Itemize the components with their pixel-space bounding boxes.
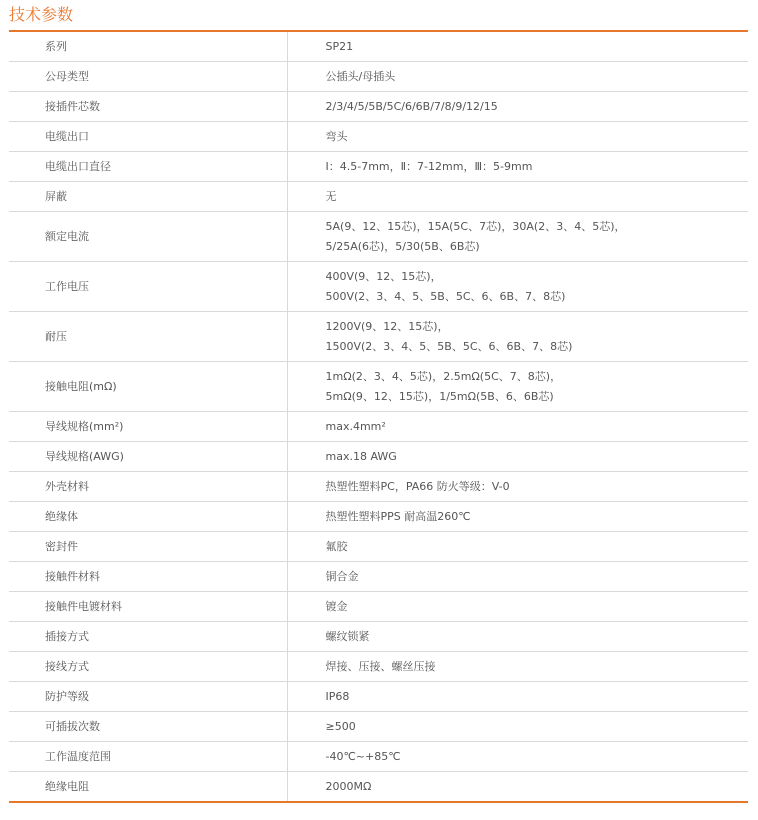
spec-name: 公母类型 (9, 62, 287, 92)
spec-value (287, 122, 748, 152)
spec-row (9, 32, 748, 62)
spec-value (287, 682, 748, 712)
spec-name: 导线规格(AWG) (9, 442, 287, 472)
spec-value (287, 62, 748, 92)
spec-value-line: 焊接、压接、螺丝压接 (325, 659, 436, 673)
spec-row (9, 592, 748, 622)
spec-name: 外壳材料 (9, 472, 287, 502)
spec-name: 系列 (9, 32, 287, 62)
spec-name: 接触电阻(mΩ) (9, 362, 287, 412)
spec-value (287, 442, 748, 472)
spec-name: 耐压 (9, 312, 287, 362)
spec-value (287, 772, 748, 802)
spec-value-line: ≥500 (325, 719, 356, 733)
spec-value-line: 铜合金 (325, 569, 359, 583)
spec-value-line: max.18 AWG (325, 449, 397, 463)
spec-value-line: 螺纹锁紧 (325, 629, 370, 643)
spec-name: 接插件芯数 (9, 92, 287, 122)
spec-value-line: 氟胶 (325, 539, 348, 553)
spec-table (9, 30, 748, 803)
spec-value (287, 592, 748, 622)
spec-row (9, 262, 748, 312)
spec-name: 屏蔽 (9, 182, 287, 212)
spec-value (287, 92, 748, 122)
spec-value (287, 152, 748, 182)
spec-value-line: 5mΩ(9、12、15芯)，1/5mΩ(5B、6、6B芯) (325, 389, 554, 403)
spec-value-line: 热塑性塑料PC，PA66 防火等级：V-0 (325, 479, 510, 493)
spec-value-line: 400V(9、12、15芯)， (325, 269, 442, 283)
spec-value-line: IP68 (325, 689, 350, 703)
spec-row (9, 152, 748, 182)
spec-value-line: 无 (325, 189, 337, 203)
spec-value-line: Ⅰ：4.5-7mm，Ⅱ：7-12mm，Ⅲ：5-9mm (325, 159, 533, 173)
spec-name: 绝缘电阻 (9, 772, 287, 802)
spec-row (9, 472, 748, 502)
spec-row (9, 362, 748, 412)
section-title: 技术参数 (9, 5, 74, 24)
spec-value (287, 312, 748, 362)
spec-value-line: 热塑性塑料PPS 耐高温260℃ (325, 509, 471, 523)
spec-row (9, 212, 748, 262)
spec-value (287, 652, 748, 682)
spec-row (9, 742, 748, 772)
spec-row (9, 682, 748, 712)
spec-row (9, 532, 748, 562)
spec-value (287, 182, 748, 212)
spec-value-line: 500V(2、3、4、5、5B、5C、6、6B、7、8芯) (325, 289, 566, 303)
spec-row (9, 442, 748, 472)
spec-row (9, 622, 748, 652)
spec-value (287, 472, 748, 502)
spec-value-line: 1mΩ(2、3、4、5芯)，2.5mΩ(5C、7、8芯)， (325, 369, 562, 383)
spec-row (9, 772, 748, 802)
spec-value (287, 532, 748, 562)
spec-value-line: 5/25A(6芯)，5/30(5B、6B芯) (325, 239, 480, 253)
spec-value-line: max.4mm² (325, 419, 386, 433)
spec-value-line: 弯头 (325, 129, 348, 143)
spec-value (287, 32, 748, 62)
spec-row (9, 182, 748, 212)
spec-name: 电缆出口直径 (9, 152, 287, 182)
spec-row (9, 62, 748, 92)
spec-value (287, 742, 748, 772)
spec-value (287, 622, 748, 652)
spec-value-line: 2000MΩ (325, 779, 372, 793)
spec-value-line: 2/3/4/5/5B/5C/6/6B/7/8/9/12/15 (325, 99, 498, 113)
spec-value-line: SP21 (325, 39, 354, 53)
spec-name: 工作电压 (9, 262, 287, 312)
spec-value (287, 212, 748, 262)
spec-value-line: 5A(9、12、15芯)，15A(5C、7芯)，30A(2、3、4、5芯)， (325, 219, 626, 233)
spec-name: 导线规格(mm²) (9, 412, 287, 442)
spec-row (9, 502, 748, 532)
spec-row (9, 562, 748, 592)
spec-row (9, 652, 748, 682)
spec-name: 绝缘体 (9, 502, 287, 532)
spec-row (9, 122, 748, 152)
spec-name: 接触件材料 (9, 562, 287, 592)
spec-value-line: 镀金 (325, 599, 348, 613)
spec-value (287, 412, 748, 442)
spec-value (287, 362, 748, 412)
spec-value-line: -40℃~+85℃ (325, 749, 401, 763)
spec-row (9, 92, 748, 122)
spec-name: 额定电流 (9, 212, 287, 262)
spec-value-line: 1200V(9、12、15芯)， (325, 319, 449, 333)
spec-value (287, 562, 748, 592)
spec-row (9, 712, 748, 742)
spec-name: 接线方式 (9, 652, 287, 682)
spec-table-body (9, 32, 748, 801)
spec-value (287, 262, 748, 312)
spec-value (287, 712, 748, 742)
spec-name: 电缆出口 (9, 122, 287, 152)
spec-row (9, 412, 748, 442)
spec-name: 工作温度范围 (9, 742, 287, 772)
spec-value-line: 公插头/母插头 (325, 69, 396, 83)
spec-name: 密封件 (9, 532, 287, 562)
spec-name: 防护等级 (9, 682, 287, 712)
spec-value (287, 502, 748, 532)
spec-name: 可插拔次数 (9, 712, 287, 742)
spec-value-line: 1500V(2、3、4、5、5B、5C、6、6B、7、8芯) (325, 339, 573, 353)
spec-name: 插接方式 (9, 622, 287, 652)
spec-row (9, 312, 748, 362)
spec-name: 接触件电镀材料 (9, 592, 287, 622)
